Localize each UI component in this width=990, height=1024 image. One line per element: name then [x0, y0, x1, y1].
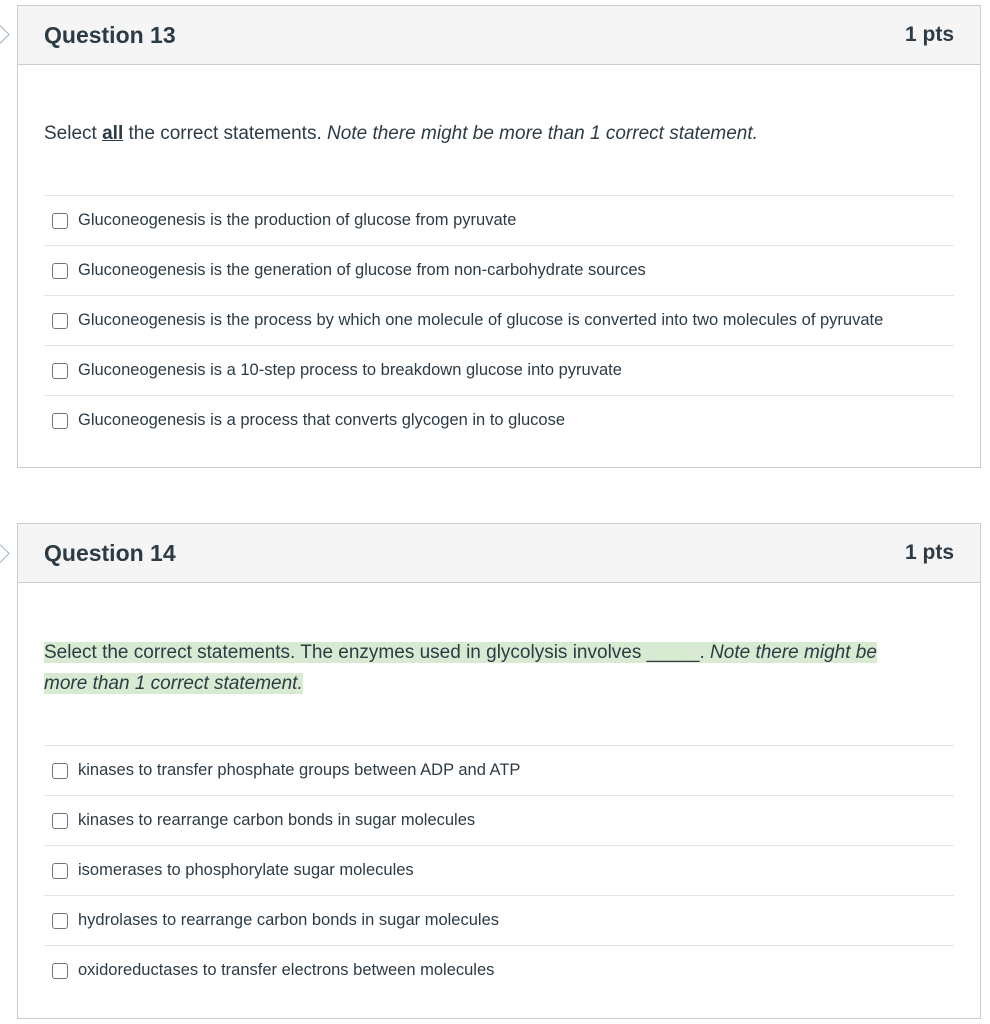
- prompt-emphasis: all: [102, 123, 124, 144]
- answer-option[interactable]: [44, 345, 954, 395]
- question-points: 1 pts: [904, 541, 954, 564]
- checkbox[interactable]: [52, 863, 68, 879]
- answer-label: hydrolases to rearrange carbon bonds in sugar molecules: [78, 911, 499, 929]
- answer-label: Gluconeogenesis is a process that converts glycogen in to glucose: [78, 411, 566, 429]
- prompt-note: Note there might be more than 1 correct statement.: [327, 123, 758, 144]
- answer-label: isomerases to phosphorylate sugar molecules: [78, 861, 414, 879]
- question-header: [18, 6, 980, 65]
- question-13-card: [17, 5, 981, 468]
- answer-label: kinases to transfer phosphate groups between ADP and ATP: [78, 761, 521, 779]
- answer-label: Gluconeogenesis is the process by which one molecule of glucose is converted into two molecules of pyruvate: [78, 311, 884, 329]
- answer-option[interactable]: [44, 295, 954, 345]
- answer-label: Gluconeogenesis is the generation of glucose from non-carbohydrate sources: [78, 261, 646, 279]
- checkbox[interactable]: [52, 963, 68, 979]
- answer-label: Gluconeogenesis is the production of glucose from pyruvate: [78, 211, 517, 229]
- answer-option[interactable]: [44, 745, 954, 795]
- checkbox[interactable]: [52, 913, 68, 929]
- question-prompt: [44, 637, 920, 699]
- question-points: 1 pts: [904, 23, 954, 46]
- checkbox[interactable]: [52, 313, 68, 329]
- prompt-text: Select: [44, 123, 103, 144]
- question-14-flag-icon[interactable]: [0, 544, 10, 562]
- question-title: Question 13: [44, 21, 176, 48]
- question-title: Question 14: [44, 539, 176, 566]
- question-prompt: [44, 118, 954, 149]
- checkbox[interactable]: [52, 413, 68, 429]
- answer-list: [44, 195, 954, 445]
- prompt-text: the correct statements.: [123, 123, 328, 144]
- checkbox[interactable]: [52, 813, 68, 829]
- answer-option[interactable]: [44, 945, 954, 995]
- checkbox[interactable]: [52, 213, 68, 229]
- prompt-text: Select the correct statements. The enzymes used in glycolysis involves _____.: [44, 642, 711, 663]
- answer-option[interactable]: [44, 245, 954, 295]
- answer-list: [44, 745, 954, 995]
- answer-label: Gluconeogenesis is a 10-step process to breakdown glucose into pyruvate: [78, 361, 622, 379]
- answer-option[interactable]: [44, 395, 954, 445]
- answer-label: kinases to rearrange carbon bonds in sugar molecules: [78, 811, 476, 829]
- checkbox[interactable]: [52, 263, 68, 279]
- answer-option[interactable]: [44, 845, 954, 895]
- checkbox[interactable]: [52, 763, 68, 779]
- question-14-card: [17, 523, 981, 1019]
- checkbox[interactable]: [52, 363, 68, 379]
- answer-option[interactable]: [44, 195, 954, 245]
- question-header: [18, 524, 980, 583]
- question-13-flag-icon[interactable]: [0, 25, 10, 43]
- prompt-note: Note there might be more than 1 correct statement.: [44, 642, 877, 694]
- answer-option[interactable]: [44, 895, 954, 945]
- answer-label: oxidoreductases to transfer electrons between molecules: [78, 961, 495, 979]
- answer-option[interactable]: [44, 795, 954, 845]
